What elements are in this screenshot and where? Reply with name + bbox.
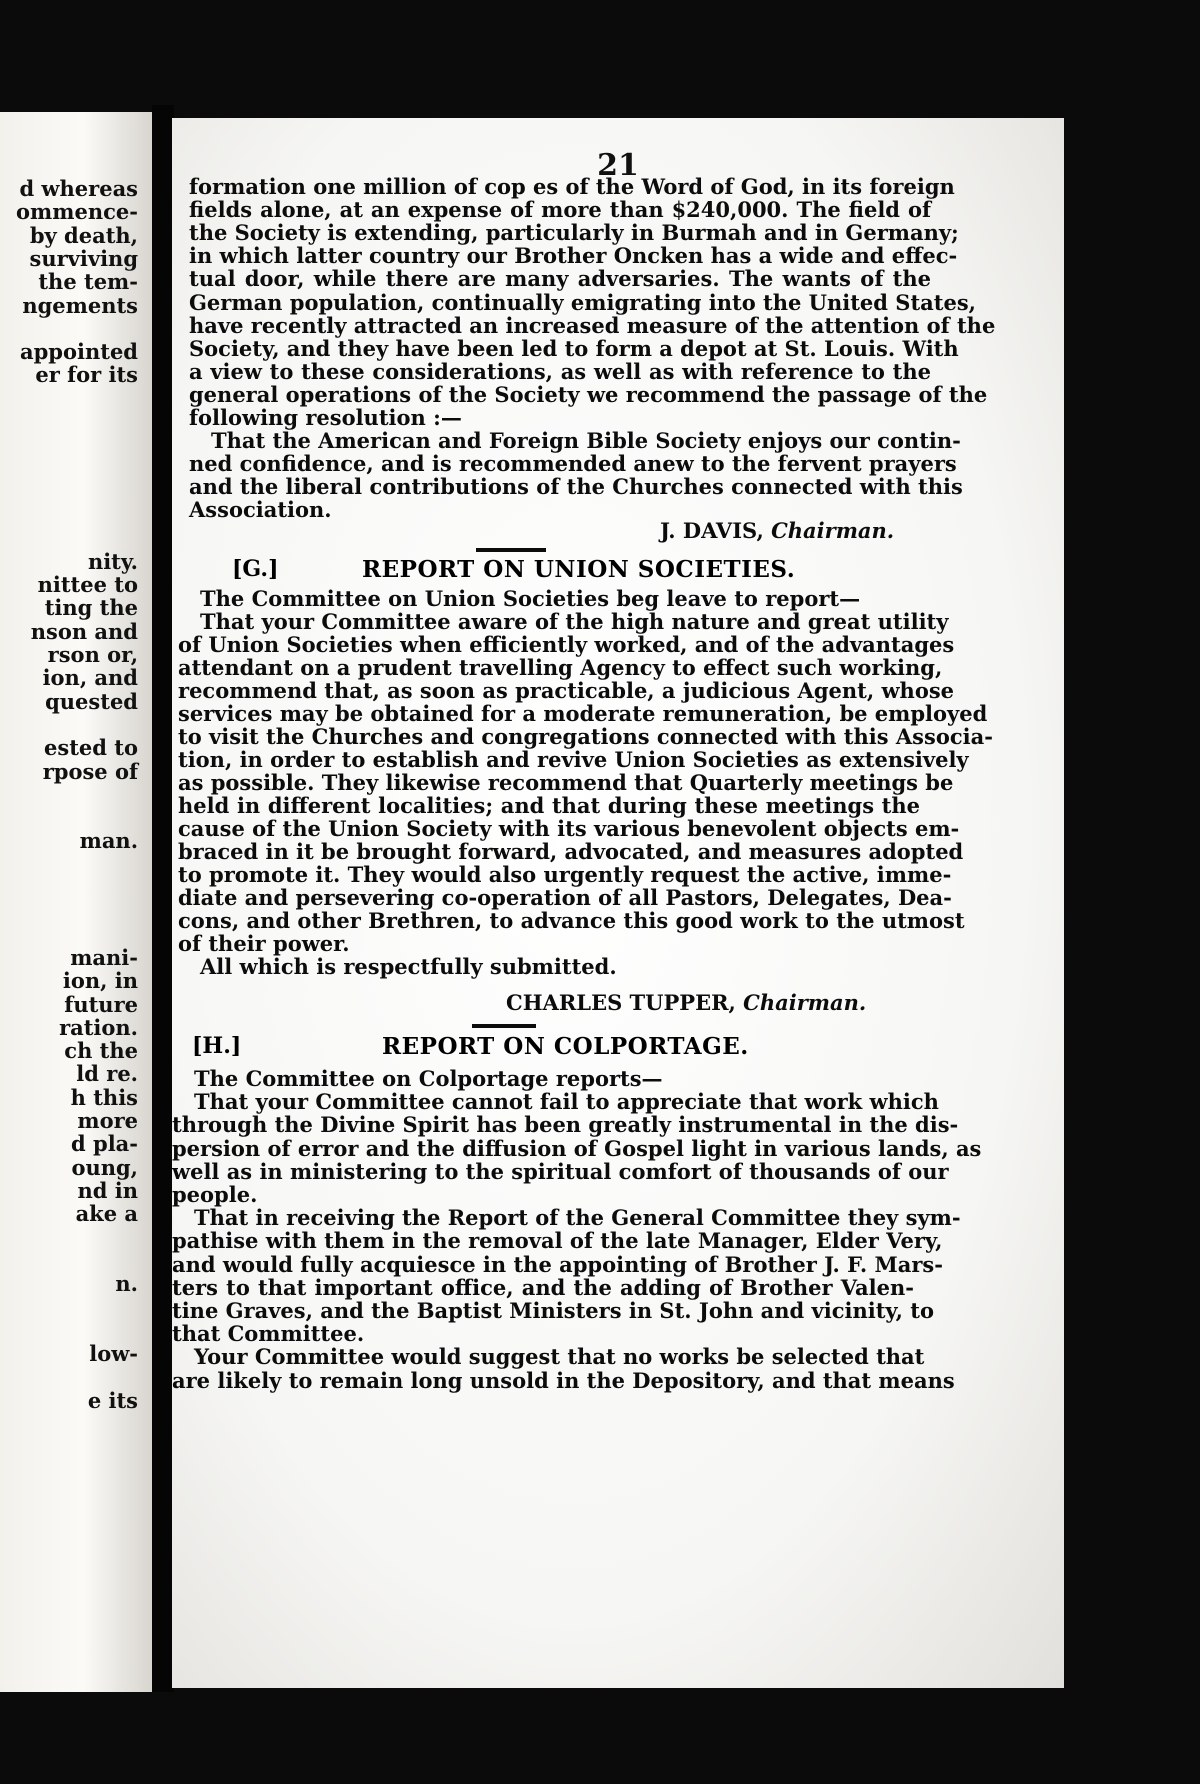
signature-davis <box>660 518 894 543</box>
text-line: That your Committee cannot fail to appreciate that work which <box>194 1089 939 1115</box>
text-line: attendant on a prudent travelling Agency to effect such working, <box>178 655 943 680</box>
left-page-line: ting the <box>44 595 138 621</box>
text-line: fields alone, at an expense of more than $240,000. The field of <box>189 197 931 223</box>
left-page-line: quested <box>45 688 138 714</box>
text-line: of their power. <box>178 931 350 956</box>
left-page-line: nson and <box>30 618 138 644</box>
text-line: to visit the Churches and congregations connected with this Associa- <box>178 724 993 749</box>
text-line: to promote it. They would also urgently request the active, imme- <box>178 862 952 887</box>
text-line: of Union Societies when efficiently worked, and of the advantages <box>178 632 955 657</box>
text-line: people. <box>172 1182 258 1207</box>
text-line: tual door, while there are many adversaries. The wants of the <box>189 266 931 292</box>
left-page-line: ld re. <box>76 1061 138 1087</box>
signature-name: CHARLES TUPPER, <box>506 990 736 1015</box>
text-line: in which latter country our Brother Oncken has a wide and effec- <box>189 243 958 269</box>
text-line: following resolution :— <box>189 405 462 430</box>
left-page-line: by death, <box>29 222 138 248</box>
text-line: All which is respectfully submitted. <box>200 954 617 979</box>
left-page-line: n. <box>115 1271 138 1297</box>
left-page-line: ake a <box>75 1201 138 1227</box>
left-page-line: er for its <box>35 362 138 388</box>
signature-role: Chairman. <box>743 990 867 1015</box>
left-page-line: rpose of <box>42 758 138 784</box>
left-page-line: man. <box>79 828 138 854</box>
left-page-line: ngements <box>22 292 138 318</box>
text-line: persion of error and the diffusion of Gospel light in various lands, as <box>172 1135 982 1161</box>
text-line: through the Divine Spirit has been greatly instrumental in the dis- <box>172 1112 959 1138</box>
left-page-line: h this <box>70 1084 138 1110</box>
left-page-line: mani- <box>70 944 138 970</box>
section-divider <box>472 1024 536 1028</box>
text-line: The Committee on Union Societies beg leave to report— <box>200 586 861 611</box>
text-line: the Society is extending, particularly in Burmah and in Germany; <box>189 220 959 246</box>
signature-role: Chairman. <box>771 518 895 543</box>
left-page-line: d whereas <box>19 176 138 201</box>
page-number: 21 <box>597 148 639 183</box>
left-page-line: oung, <box>71 1154 138 1180</box>
section-title-colportage: REPORT ON COLPORTAGE. <box>382 1033 749 1060</box>
left-page-line: nity. <box>87 548 138 574</box>
left-page-line: ommence- <box>16 199 138 225</box>
left-page-line: ested to <box>44 735 138 761</box>
left-page-line: ch the <box>64 1038 138 1064</box>
page-gutter <box>152 105 174 1697</box>
left-page-line: the tem- <box>38 269 138 295</box>
section-divider <box>476 548 546 552</box>
left-page-line: more <box>77 1108 138 1133</box>
text-line: cons, and other Brethren, to advance this good work to the utmost <box>178 908 965 933</box>
left-page-line: appointed <box>20 339 138 365</box>
left-page-line: surviving <box>29 245 138 271</box>
text-line: tine Graves, and the Baptist Ministers in St. John and vicinity, to <box>172 1298 934 1323</box>
left-page-line: d pla- <box>71 1131 138 1157</box>
text-line: diate and persevering co-operation of all Pastors, Delegates, Dea- <box>178 885 952 910</box>
left-page-fragment <box>0 112 152 1694</box>
text-line: general operations of the Society we recommend the passage of the <box>189 381 988 407</box>
section-code-g: [G.] <box>232 556 279 582</box>
left-page-line: future <box>64 991 138 1017</box>
text-line: formation one million of cop es of the Word of God, in its foreign <box>189 174 955 199</box>
text-line: braced in it be brought forward, advocated, and measures adopted <box>178 839 964 864</box>
text-line: cause of the Union Society with its various benevolent objects em- <box>178 816 960 841</box>
text-line: that Committee. <box>172 1321 365 1347</box>
text-line: a view to these considerations, as well as with reference to the <box>189 358 931 384</box>
book-page <box>172 118 1064 1688</box>
text-line: Your Committee would suggest that no works be selected that <box>194 1344 925 1370</box>
text-line: have recently attracted an increased measure of the attention of the <box>189 312 996 338</box>
text-line: held in different localities; and that during these meetings the <box>178 793 920 818</box>
text-line: The Committee on Colportage reports— <box>194 1066 663 1091</box>
left-page-line: nittee to <box>37 572 138 598</box>
section-title-union-societies: REPORT ON UNION SOCIETIES. <box>362 556 796 583</box>
text-line: and the liberal contributions of the Churches connected with this <box>189 474 963 500</box>
left-page-line: ration. <box>59 1014 138 1040</box>
text-line: and would fully acquiesce in the appointing of Brother J. F. Mars- <box>172 1251 943 1277</box>
text-line: Association. <box>189 497 332 523</box>
text-line: recommend that, as soon as practicable, a judicious Agent, whose <box>178 678 955 703</box>
left-page-line: ion, and <box>42 665 138 691</box>
text-line: That the American and Foreign Bible Society enjoys our contin- <box>211 428 961 454</box>
text-line: services may be obtained for a moderate remuneration, be employed <box>178 701 988 726</box>
text-line: pathise with them in the removal of the late Manager, Elder Very, <box>172 1228 943 1254</box>
text-line: well as in ministering to the spiritual comfort of thousands of our <box>172 1158 949 1184</box>
text-line: That your Committee aware of the high nature and great utility <box>200 609 949 634</box>
left-page-line: nd in <box>77 1177 138 1203</box>
text-line: German population, continually emigrating into the United States, <box>189 289 976 315</box>
signature-tupper <box>506 990 866 1015</box>
text-line: Society, and they have been led to form a depot at St. Louis. With <box>189 335 959 361</box>
text-line: That in receiving the Report of the General Committee they sym- <box>194 1205 961 1231</box>
text-line: ned confidence, and is recommended anew to the fervent prayers <box>189 451 957 477</box>
text-line: are likely to remain long unsold in the Depository, and that means <box>172 1367 955 1393</box>
left-page-line: rson or, <box>47 642 138 667</box>
text-line: tion, in order to establish and revive Union Societies as extensively <box>178 747 969 772</box>
left-page-line: low- <box>89 1341 138 1366</box>
signature-name: J. DAVIS, <box>660 518 764 543</box>
section-code-h: [H.] <box>192 1033 242 1059</box>
left-page-line: ion, in <box>62 968 138 994</box>
text-line: as possible. They likewise recommend that Quarterly meetings be <box>178 770 954 795</box>
text-line: ters to that important office, and the adding of Brother Valen- <box>172 1274 914 1300</box>
left-page-line: e its <box>87 1387 138 1413</box>
scan-border <box>0 1692 1200 1784</box>
